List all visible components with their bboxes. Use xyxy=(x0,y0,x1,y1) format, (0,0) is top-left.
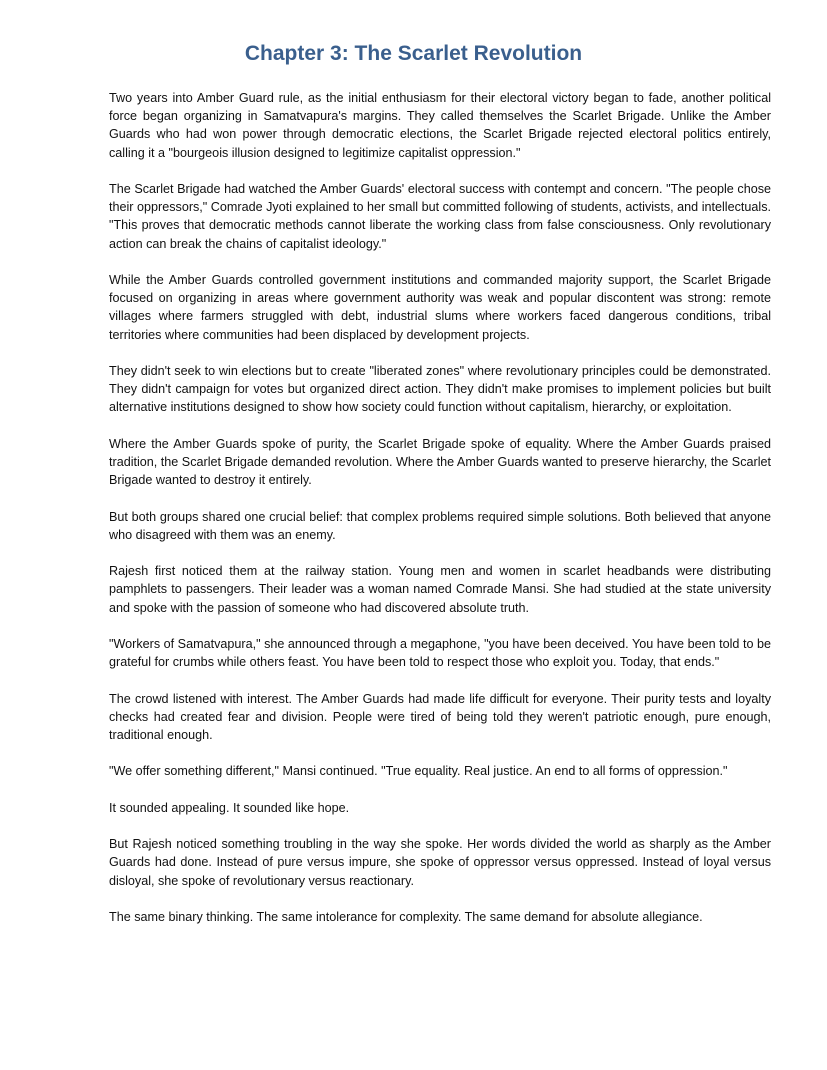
paragraph: The crowd listened with interest. The Amber Guards had made life difficult for everyone. Their purity tests and loyalty checks had created fear and division. People were tired of being told they weren't patriotic enough, pure enough, traditional enough. xyxy=(109,691,771,742)
paragraph: The Scarlet Brigade had watched the Amber Guards' electoral success with contempt and concern. "The people chose their oppressors," Comrade Jyoti explained to her small but committed following of students, activists, and intellectuals. "This proves that democratic methods cannot liberate the working class from false consciousness. Only revolutionary action can break the chains of capitalist ideology." xyxy=(109,182,771,251)
paragraph: "We offer something different," Mansi continued. "True equality. Real justice. An end to all forms of oppression." xyxy=(109,764,728,779)
paragraph: They didn't seek to win elections but to create "liberated zones" where revolutionary principles could be demonstrated. They didn't campaign for votes but organized direct action. They didn't make promises to implement policies but built alternative institutions designed to show how society could function without capitalism, hierarchy, or exploitation. xyxy=(109,364,771,415)
paragraph: Two years into Amber Guard rule, as the initial enthusiasm for their electoral victory began to fade, another political force began organizing in Samatvapura's margins. They called themselves the Scarlet Brigade. Unlike the Amber Guards who had won power through democratic elections, the Scarlet Brigade rejected electoral politics entirely, calling it a "bourgeois illusion designed to legitimize capitalist oppression." xyxy=(109,91,771,160)
paragraph: The same binary thinking. The same intolerance for complexity. The same demand for absolute allegiance. xyxy=(109,909,703,924)
paragraph: "Workers of Samatvapura," she announced through a megaphone, "you have been deceived. You have been told to be grateful for crumbs while others feast. You have been told to respect those who exploit you. Today, that ends." xyxy=(109,636,771,670)
paragraph: Where the Amber Guards spoke of purity, the Scarlet Brigade spoke of equality. Where the Amber Guards praised tradition, the Scarlet Brigade demanded revolution. Where the Amber Guards wanted to preserve hierarchy, the Scarlet Brigade wanted to destroy it entirely. xyxy=(109,436,771,488)
paragraph: But both groups shared one crucial belief: that complex problems required simple solutions. Both believed that anyone who disagreed with them was an enemy. xyxy=(109,509,771,542)
chapter-body xyxy=(109,89,771,944)
paragraph: Rajesh first noticed them at the railway station. Young men and women in scarlet headbands were distributing pamphlets to passengers. Their leader was a woman named Comrade Mansi. She had studied at the state university and spoke with the passion of someone who had discovered absolute truth. xyxy=(109,564,771,615)
paragraph: It sounded appealing. It sounded like hope. xyxy=(109,800,350,815)
chapter-title: Chapter 3: The Scarlet Revolution xyxy=(244,42,583,65)
paragraph: While the Amber Guards controlled government institutions and commanded majority support, the Scarlet Brigade focused on organizing in areas where government authority was weak and popular discontent was strong: remote villages where farmers struggled with debt, industrial slums where workers faced dangerous conditions, tribal territories where communities had been displaced by development projects. xyxy=(109,273,771,342)
paragraph: But Rajesh noticed something troubling in the way she spoke. Her words divided the world as sharply as the Amber Guards had done. Instead of pure versus impure, she spoke of oppressor versus oppressed. Instead of loyal versus disloyal, she spoke of revolutionary versus reactionary. xyxy=(109,837,771,888)
